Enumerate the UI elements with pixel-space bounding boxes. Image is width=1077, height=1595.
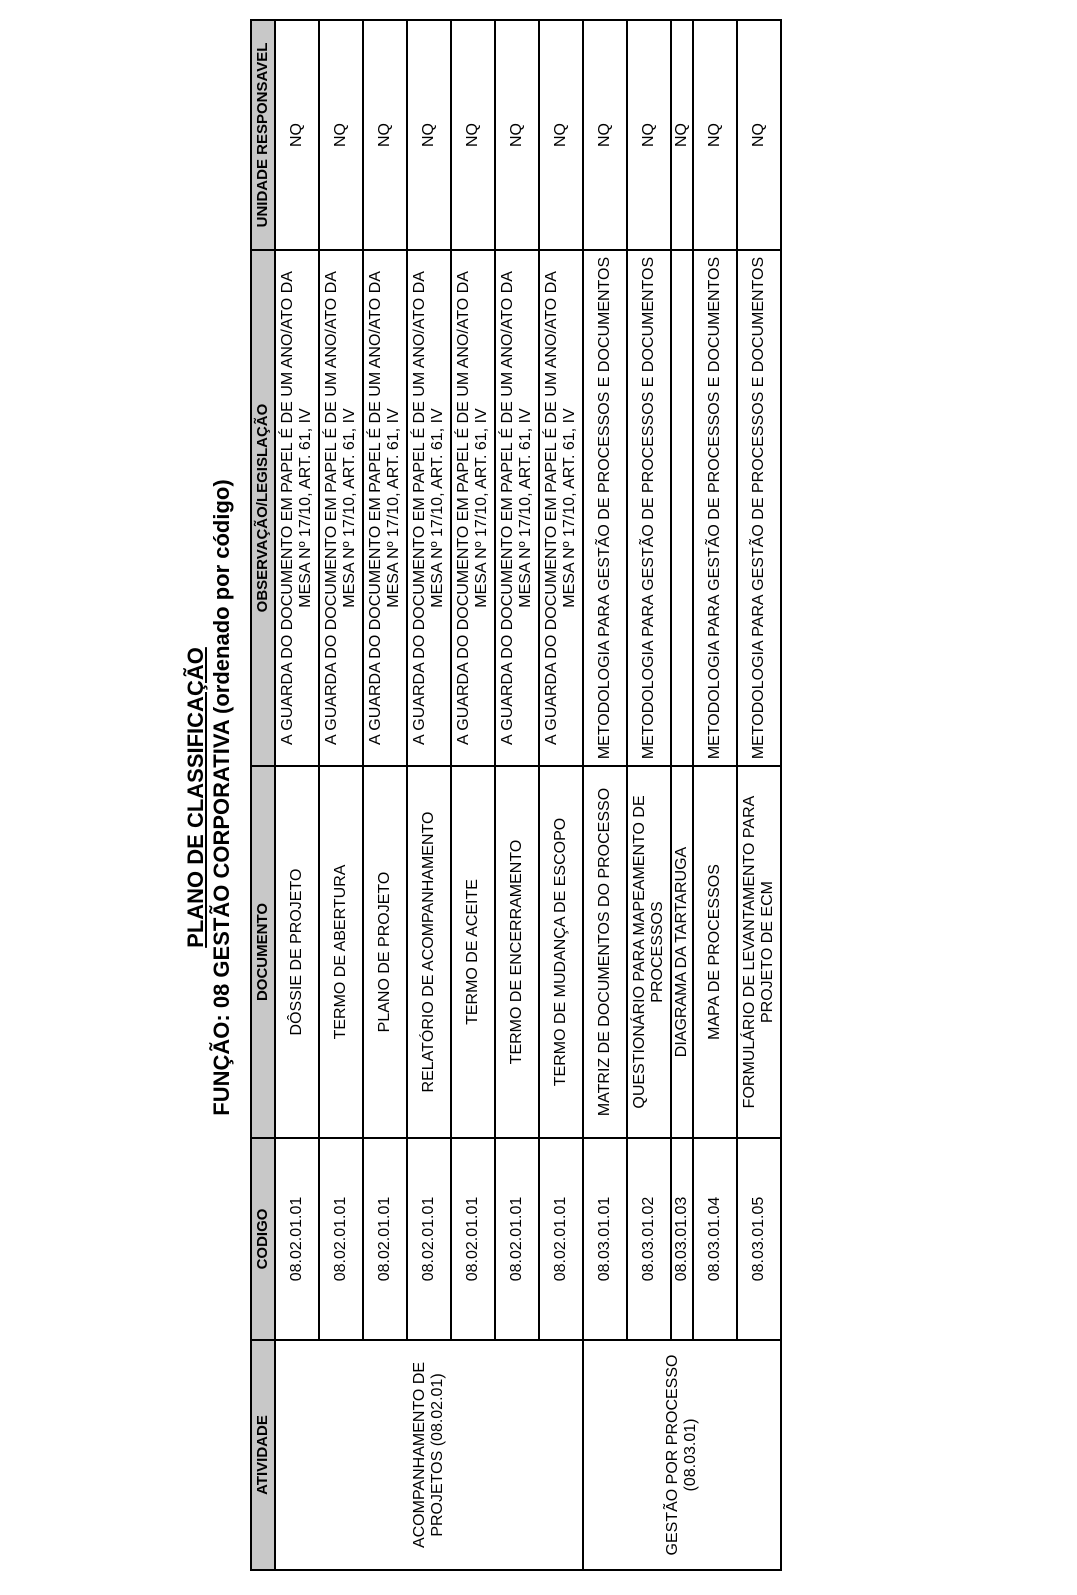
document-title: PLANO DE CLASSIFICAÇÃO xyxy=(183,647,208,948)
unidade-cell: NQ xyxy=(737,20,781,250)
codigo-cell: 08.03.01.02 xyxy=(627,1138,671,1340)
unidade-cell: NQ xyxy=(319,20,363,250)
classification-table xyxy=(250,19,782,1571)
codigo-cell: 08.02.01.01 xyxy=(495,1138,539,1340)
codigo-cell: 08.02.01.01 xyxy=(539,1138,583,1340)
unidade-cell: NQ xyxy=(693,20,737,250)
observacao-cell: METODOLOGIA PARA GESTÃO DE PROCESSOS E DOCUMENTOS xyxy=(693,250,737,766)
observacao-cell: A GUARDA DO DOCUMENTO EM PAPEL É DE UM ANO/ATO DA MESA Nº 17/10, ART. 61, IV xyxy=(539,250,583,766)
table-row xyxy=(407,20,451,1570)
unidade-cell: NQ xyxy=(539,20,583,250)
observacao-cell: METODOLOGIA PARA GESTÃO DE PROCESSOS E DOCUMENTOS xyxy=(737,250,781,766)
codigo-cell: 08.03.01.01 xyxy=(583,1138,627,1340)
documento-cell: QUESTIONÁRIO PARA MAPEAMENTO DE PROCESSOS xyxy=(627,766,671,1138)
codigo-cell: 08.02.01.01 xyxy=(319,1138,363,1340)
observacao-cell: A GUARDA DO DOCUMENTO EM PAPEL É DE UM ANO/ATO DA MESA Nº 17/10, ART. 61, IV xyxy=(319,250,363,766)
table-row xyxy=(583,20,627,1570)
table-row xyxy=(451,20,495,1570)
documento-cell: TERMO DE ABERTURA xyxy=(319,766,363,1138)
observacao-cell: A GUARDA DO DOCUMENTO EM PAPEL É DE UM ANO/ATO DA MESA Nº 17/10, ART. 61, IV xyxy=(275,250,319,766)
observacao-cell: A GUARDA DO DOCUMENTO EM PAPEL É DE UM ANO/ATO DA MESA Nº 17/10, ART. 61, IV xyxy=(495,250,539,766)
header-codigo: CODIGO xyxy=(251,1138,275,1340)
observacao-cell: A GUARDA DO DOCUMENTO EM PAPEL É DE UM ANO/ATO DA MESA Nº 17/10, ART. 61, IV xyxy=(407,250,451,766)
observacao-cell: A GUARDA DO DOCUMENTO EM PAPEL É DE UM ANO/ATO DA MESA Nº 17/10, ART. 61, IV xyxy=(451,250,495,766)
codigo-cell: 08.03.01.04 xyxy=(693,1138,737,1340)
documento-cell: PLANO DE PROJETO xyxy=(363,766,407,1138)
codigo-cell: 08.02.01.01 xyxy=(407,1138,451,1340)
documento-cell: TERMO DE ACEITE xyxy=(451,766,495,1138)
observacao-cell xyxy=(671,250,693,766)
title-block xyxy=(183,0,235,1595)
documento-cell: FORMULÁRIO DE LEVANTAMENTO PARA PROJETO DE ECM xyxy=(737,766,781,1138)
codigo-cell: 08.02.01.01 xyxy=(363,1138,407,1340)
observacao-cell: METODOLOGIA PARA GESTÃO DE PROCESSOS E DOCUMENTOS xyxy=(583,250,627,766)
table-row xyxy=(737,20,781,1570)
unidade-cell: NQ xyxy=(275,20,319,250)
table-row xyxy=(671,20,693,1570)
header-observacao: OBSERVAÇÃO/LEGISLAÇÃO xyxy=(251,250,275,766)
unidade-cell: NQ xyxy=(451,20,495,250)
codigo-cell: 08.02.01.01 xyxy=(275,1138,319,1340)
codigo-cell: 08.02.01.01 xyxy=(451,1138,495,1340)
codigo-cell: 08.03.01.03 xyxy=(671,1138,693,1340)
observacao-cell: A GUARDA DO DOCUMENTO EM PAPEL É DE UM ANO/ATO DA MESA Nº 17/10, ART. 61, IV xyxy=(363,250,407,766)
documento-cell: MATRIZ DE DOCUMENTOS DO PROCESSO xyxy=(583,766,627,1138)
unidade-cell: NQ xyxy=(583,20,627,250)
codigo-cell: 08.03.01.05 xyxy=(737,1138,781,1340)
documento-cell: MAPA DE PROCESSOS xyxy=(693,766,737,1138)
unidade-cell: NQ xyxy=(407,20,451,250)
document-subtitle: FUNÇÃO: 08 GESTÃO CORPORATIVA (ordenado por código) xyxy=(209,479,234,1116)
documento-cell: TERMO DE ENCERRAMENTO xyxy=(495,766,539,1138)
documento-cell: RELATÓRIO DE ACOMPANHAMENTO xyxy=(407,766,451,1138)
unidade-cell: NQ xyxy=(495,20,539,250)
documento-cell: DÔSSIE DE PROJETO xyxy=(275,766,319,1138)
table-row xyxy=(495,20,539,1570)
header-documento: DOCUMENTO xyxy=(251,766,275,1138)
header-unidade: UNIDADE RESPONSAVEL xyxy=(251,20,275,250)
table-row xyxy=(539,20,583,1570)
observacao-cell: METODOLOGIA PARA GESTÃO DE PROCESSOS E DOCUMENTOS xyxy=(627,250,671,766)
table-row xyxy=(693,20,737,1570)
atividade-cell: GESTÃO POR PROCESSO (08.03.01) xyxy=(583,1340,781,1570)
unidade-cell: NQ xyxy=(671,20,693,250)
documento-cell: TERMO DE MUDANÇA DE ESCOPO xyxy=(539,766,583,1138)
unidade-cell: NQ xyxy=(363,20,407,250)
table-row xyxy=(363,20,407,1570)
documento-cell: DIAGRAMA DA TARTARUGA xyxy=(671,766,693,1138)
table-header-row xyxy=(251,20,275,1570)
table-row xyxy=(319,20,363,1570)
header-atividade: ATIVIDADE xyxy=(251,1340,275,1570)
table-row xyxy=(275,20,319,1570)
unidade-cell: NQ xyxy=(627,20,671,250)
table-row xyxy=(627,20,671,1570)
atividade-cell: ACOMPANHAMENTO DE PROJETOS (08.02.01) xyxy=(275,1340,583,1570)
